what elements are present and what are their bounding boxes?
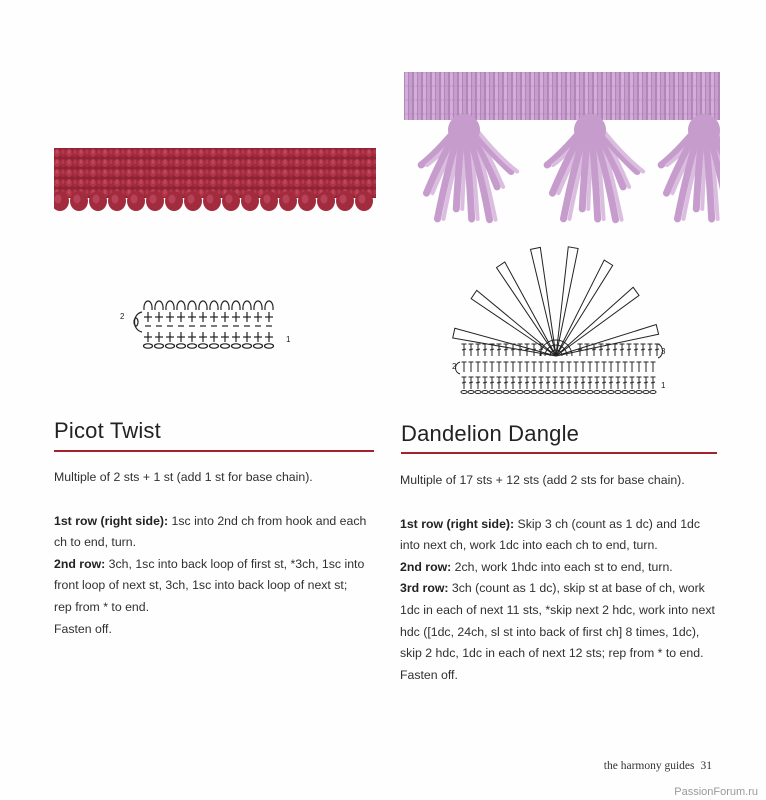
dandelion-dangle-fasten-off: Fasten off. (400, 667, 458, 682)
picot-twist-row-2-cont: front loop of next st, 3ch, 1sc into back loop of next st; (54, 578, 348, 593)
dandelion-dangle-row-1-cont: into next ch, work 1dc into each ch to end, turn. (400, 538, 658, 553)
dandelion-dangle-stitch-diagram (450, 238, 680, 399)
diagram-row-label-3: 3 (661, 347, 666, 356)
dandelion-dangle-title-rule (401, 452, 717, 454)
picot-twist-instructions (54, 467, 384, 640)
watermark: PassionForum.ru (674, 786, 758, 798)
picot-twist-row-2: 2nd row: 3ch, 1sc into back loop of first st, *3ch, 1sc into (54, 556, 365, 571)
footer-guide-name: the harmony guides (603, 760, 695, 772)
dandelion-dangle-title: Dandelion Dangle (401, 421, 580, 446)
diagram-row-label-2: 2 (120, 312, 125, 321)
picot-twist-title: Picot Twist (54, 418, 161, 443)
dandelion-dangle-row-1: 1st row (right side): Skip 3 ch (count as 1 dc) and 1dc (400, 516, 701, 531)
page-number: 31 (700, 760, 712, 772)
dandelion-dangle-row-3-cont2: hdc ([1dc, 24ch, sl st into back of first ch] 8 times, 1dc), (400, 624, 700, 639)
picot-twist-multiple: Multiple of 2 sts + 1 st (add 1 st for base chain). (54, 470, 313, 484)
dandelion-dangle-row-2: 2nd row: 2ch, work 1hdc into each st to end, turn. (400, 559, 673, 574)
page-footer (604, 760, 712, 772)
dandelion-dangle-row-3-cont3: skip 2 hdc, 1dc in each of next 12 sts; rep from * to end. (400, 646, 704, 661)
picot-twist-title-rule (54, 450, 374, 452)
dandelion-dangle-row-3-cont: 1dc in each of next 11 sts, *skip next 2 hdc, work into next (400, 602, 715, 617)
picot-twist-fasten-off: Fasten off. (54, 621, 112, 636)
picot-twist-swatch-photo (54, 148, 376, 216)
dandelion-dangle-multiple: Multiple of 17 sts + 12 sts (add 2 sts for base chain). (400, 473, 685, 487)
dandelion-dangle-instructions (400, 470, 735, 686)
diagram-row-label-1: 1 (286, 335, 291, 344)
picot-twist-row-1: 1st row (right side): 1sc into 2nd ch from hook and each (54, 513, 367, 528)
picot-twist-row-1-cont: ch to end, turn. (54, 535, 137, 550)
picot-twist-row-2-cont2: rep from * to end. (54, 599, 150, 614)
diagram-row-label-2: 2 (452, 362, 457, 371)
picot-twist-stitch-diagram (118, 290, 298, 359)
dandelion-dangle-swatch-photo (404, 72, 720, 232)
diagram-row-label-1: 1 (661, 381, 666, 390)
dandelion-dangle-row-3: 3rd row: 3ch (count as 1 dc), skip st at base of ch, work (400, 581, 705, 596)
